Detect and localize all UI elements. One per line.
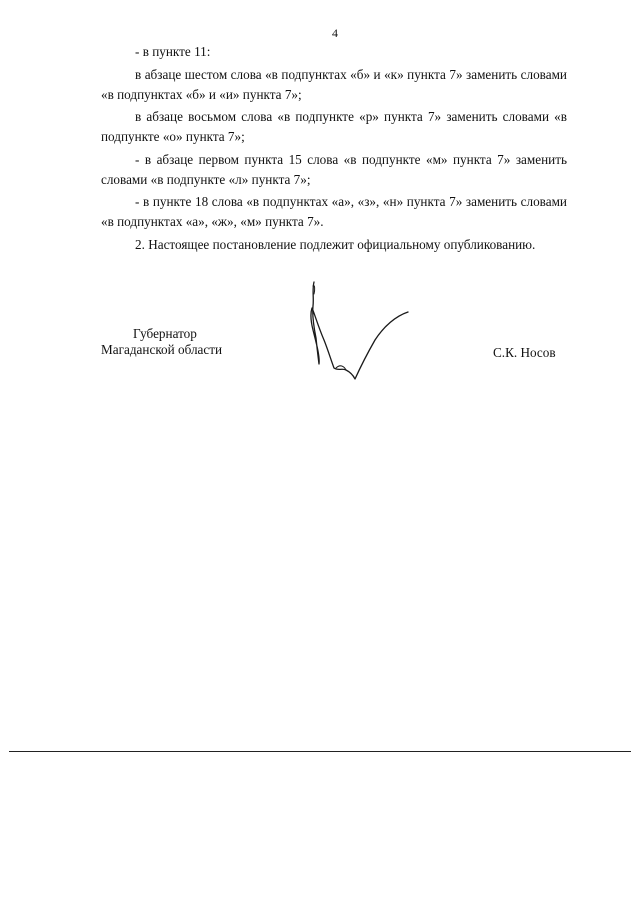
signature-stroke-main	[311, 282, 408, 379]
signatory-title-line-1: Губернатор	[133, 326, 197, 341]
paragraph-point-11: - в пункте 11:	[135, 44, 211, 59]
signatory-name: С.К. Носов	[493, 345, 556, 360]
paragraph-abzats-shestoy: в абзаце шестом слова «в подпунктах «б» и «к» пункта 7» заменить словами «в подпунктах «б» и «и» пункта 7»;	[101, 66, 567, 102]
paragraph-publication: 2. Настоящее постановление подлежит официальному опубликованию.	[135, 236, 536, 252]
signatory-title-line-2: Магаданской области	[101, 342, 223, 357]
paragraph-point-15: - в абзаце первом пункта 15 слова «в подпункте «м» пункта 7» заменить словами «в подпункте «л» пункта 7»;	[101, 151, 567, 187]
paragraph-abzats-vosmoy: в абзаце восьмом слова «в подпункте «р» пункта 7» заменить словами «в подпункте «о» пункта 7»;	[101, 109, 567, 145]
page-bottom-rule	[9, 751, 631, 752]
handwritten-signature	[300, 276, 420, 386]
page-number: 4	[332, 26, 338, 40]
document-body	[101, 42, 567, 258]
paragraph-point-18: - в пункте 18 слова «в подпунктах «а», «з», «н» пункта 7» заменить словами «в подпунктах «а», «ж», «м» пункта 7».	[101, 194, 567, 230]
